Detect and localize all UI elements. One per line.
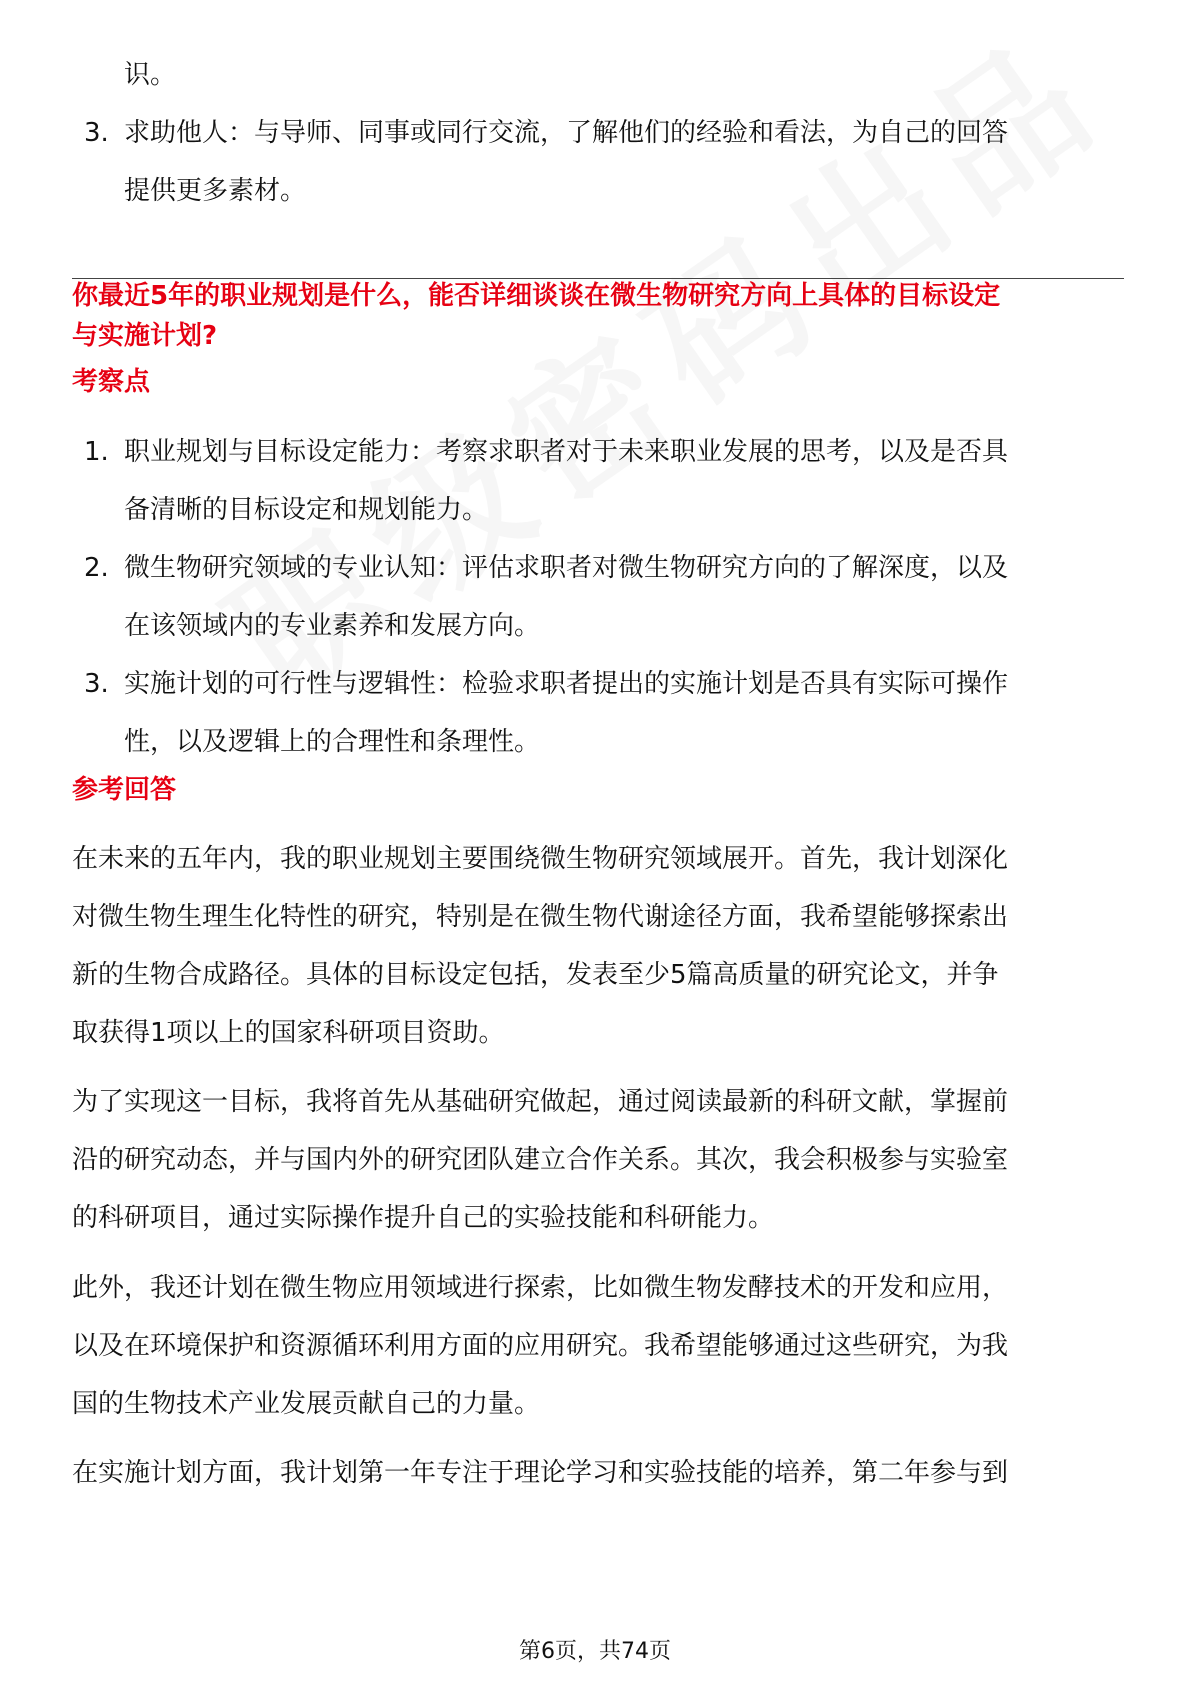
paragraph-line: 以及在环境保护和资源循环利用方面的应用研究。我希望能够通过这些研究，为我: [72, 1331, 1009, 1361]
page-number-footer: 第6页，共74页: [519, 1639, 671, 1664]
reference-answer-heading: 参考回答: [72, 775, 177, 805]
previous-item-tail-text: 识。: [124, 60, 177, 90]
paragraph-line: 在未来的五年内，我的职业规划主要围绕微生物研究领域展开。首先，我计划深化: [72, 844, 1009, 874]
paragraph-line: 新的生物合成路径。具体的目标设定包括，发表至少5篇高质量的研究论文，并争: [72, 960, 999, 990]
question-line: 你最近5年的职业规划是什么，能否详细谈谈在微生物研究方向上具体的目标设定: [72, 281, 1001, 311]
answer-paragraph: [72, 1259, 1124, 1433]
paragraph-line: 在实施计划方面，我计划第一年专注于理论学习和实验技能的培养，第二年参与到: [72, 1458, 1009, 1488]
paragraph-line: 的科研项目，通过实际操作提升自己的实验技能和科研能力。: [72, 1203, 775, 1233]
list-item-line: 在该领域内的专业素养和发展方向。: [124, 611, 541, 641]
list-item: [72, 423, 1124, 539]
answer-paragraph: [72, 1444, 1124, 1502]
answer-paragraph: [72, 830, 1124, 1062]
question-title: [72, 276, 1124, 356]
paragraph-line: 沿的研究动态，并与国内外的研究团队建立合作关系。其次，我会积极参与实验室: [72, 1145, 1009, 1175]
previous-item-tail: [72, 46, 1124, 104]
question: [72, 276, 1124, 356]
list-item-number: 2.: [84, 553, 109, 583]
list-item-line: 求助他人：与导师、同事或同行交流，了解他们的经验和看法，为自己的回答: [124, 118, 1009, 148]
previous-list: [72, 104, 1124, 220]
list-item-line: 备清晰的目标设定和规划能力。: [124, 495, 489, 525]
paragraph-line: 取获得1项以上的国家科研项目资助。: [72, 1018, 505, 1048]
list-item-number: 1.: [84, 437, 109, 467]
paragraph-line: 国的生物技术产业发展贡献自己的力量。: [72, 1389, 541, 1419]
exam-points-list: [72, 423, 1124, 771]
top-continuation: [72, 46, 1124, 220]
list-item-number: 3.: [84, 118, 109, 148]
list-item: [72, 104, 1124, 220]
list-item-line: 性，以及逻辑上的合理性和条理性。: [124, 727, 541, 757]
paragraph-line: 为了实现这一目标，我将首先从基础研究做起，通过阅读最新的科研文献，掌握前: [72, 1087, 1009, 1117]
list-item-number: 3.: [84, 669, 109, 699]
list-item-line: 微生物研究领域的专业认知：评估求职者对微生物研究方向的了解深度，以及: [124, 553, 1009, 583]
list-item-line: 职业规划与目标设定能力：考察求职者对于未来职业发展的思考，以及是否具: [124, 437, 1009, 467]
answer-paragraph: [72, 1073, 1124, 1247]
exam-points-heading: 考察点: [72, 367, 151, 397]
question-line: 与实施计划?: [72, 321, 218, 351]
paragraph-line: 此外，我还计划在微生物应用领域进行探索，比如微生物发酵技术的开发和应用，: [72, 1273, 1009, 1303]
paragraph-line: 对微生物生理生化特性的研究，特别是在微生物代谢途径方面，我希望能够探索出: [72, 902, 1009, 932]
list-item: [72, 539, 1124, 655]
list-item: [72, 655, 1124, 771]
list-item-line: 提供更多素材。: [124, 176, 307, 206]
list-item-line: 实施计划的可行性与逻辑性：检验求职者提出的实施计划是否具有实际可操作: [124, 669, 1009, 699]
